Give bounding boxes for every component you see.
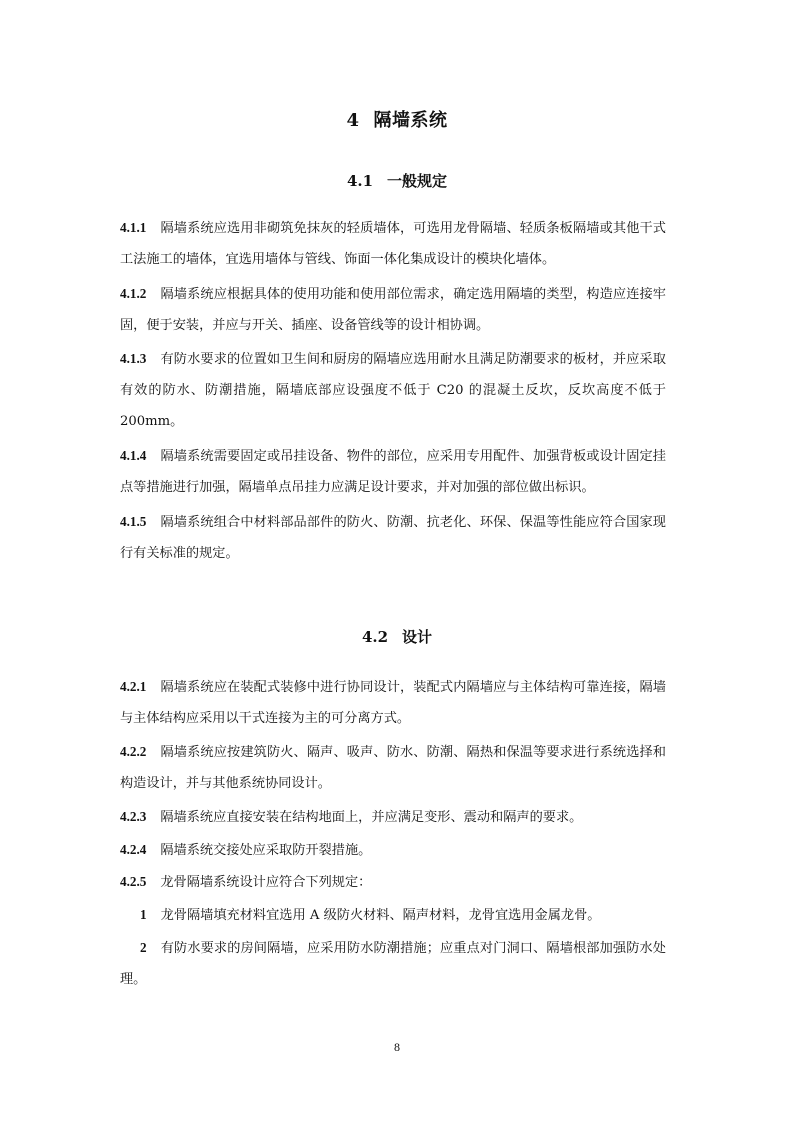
list-item-2 [120, 932, 666, 995]
clause-4-1-5 [120, 506, 666, 569]
clause-4-1-1 [120, 212, 666, 275]
section-number: 4.1 [346, 172, 374, 190]
clause-number: 4.2.4 [120, 842, 147, 857]
clause-4-2-4 [120, 834, 666, 866]
chapter-title [0, 106, 794, 132]
clause-text: 有防水要求的位置如卫生间和厨房的隔墙应选用耐水且满足防潮要求的板材，并应采取有效的防水、防潮措施，隔墙底部应设强度不低于 C20 的混凝土反坎，反坎高度不低于 200mm。 [120, 352, 666, 429]
section-title-4-2 [0, 626, 794, 647]
clause-number: 4.2.5 [120, 874, 147, 889]
section-title-4-1 [0, 170, 794, 191]
clause-number: 4.1.3 [120, 351, 147, 366]
item-text: 有防水要求的房间隔墙，应采用防水防潮措施；应重点对门洞口、隔墙根部加强防水处理。 [120, 941, 666, 987]
clause-number: 4.2.2 [120, 744, 147, 759]
clause-4-1-4 [120, 440, 666, 503]
section-title-text: 设计 [402, 628, 433, 646]
list-item-1 [120, 899, 666, 931]
clause-number: 4.2.1 [120, 679, 147, 694]
clause-text: 隔墙系统应在装配式装修中进行协同设计，装配式内隔墙应与主体结构可靠连接，隔墙与主体结构应采用以干式连接为主的可分离方式。 [120, 680, 666, 726]
clause-text: 隔墙系统需要固定或吊挂设备、物件的部位，应采用专用配件、加强背板或设计固定挂点等措施进行加强，隔墙单点吊挂力应满足设计要求，并对加强的部位做出标识。 [120, 449, 666, 495]
item-number: 2 [140, 940, 147, 955]
clause-4-2-3 [120, 801, 666, 833]
clause-number: 4.1.5 [120, 514, 147, 529]
clause-number: 4.1.1 [120, 220, 147, 235]
clause-text: 隔墙系统应根据具体的使用功能和使用部位需求，确定选用隔墙的类型，构造应连接牢固，便于安装，并应与开关、插座、设备管线等的设计相协调。 [120, 287, 666, 333]
page-number: 8 [394, 1040, 400, 1054]
clause-text: 隔墙系统应按建筑防火、隔声、吸声、防水、防潮、隔热和保温等要求进行系统选择和构造设计，并与其他系统协同设计。 [120, 745, 666, 791]
clause-4-2-2 [120, 736, 666, 799]
clause-text: 隔墙系统应选用非砌筑免抹灰的轻质墙体，可选用龙骨隔墙、轻质条板隔墙或其他干式工法施工的墙体，宜选用墙体与管线、饰面一体化集成设计的模块化墙体。 [120, 221, 666, 267]
clause-text: 隔墙系统应直接安装在结构地面上，并应满足变形、震动和隔声的要求。 [160, 810, 583, 825]
clause-text: 隔墙系统组合中材料部品部件的防火、防潮、抗老化、环保、保温等性能应符合国家现行有关标准的规定。 [120, 515, 666, 561]
chapter-title-text: 隔墙系统 [373, 110, 448, 131]
clause-text: 隔墙系统交接处应采取防开裂措施。 [160, 843, 372, 858]
chapter-number: 4 [346, 110, 360, 131]
section-title-text: 一般规定 [387, 172, 448, 190]
clause-4-1-2 [120, 278, 666, 341]
clause-number: 4.1.4 [120, 448, 147, 463]
clause-4-2-5 [120, 866, 666, 898]
clause-number: 4.2.3 [120, 809, 147, 824]
clause-number: 4.1.2 [120, 286, 147, 301]
clause-4-2-1 [120, 671, 666, 734]
section-number: 4.2 [361, 628, 389, 646]
item-number: 1 [140, 907, 147, 922]
clause-4-1-3 [120, 343, 666, 437]
item-text: 龙骨隔墙填充材料宜选用 A 级防火材料、隔声材料，龙骨宜选用金属龙骨。 [160, 908, 601, 923]
clause-text: 龙骨隔墙系统设计应符合下列规定： [160, 875, 372, 890]
